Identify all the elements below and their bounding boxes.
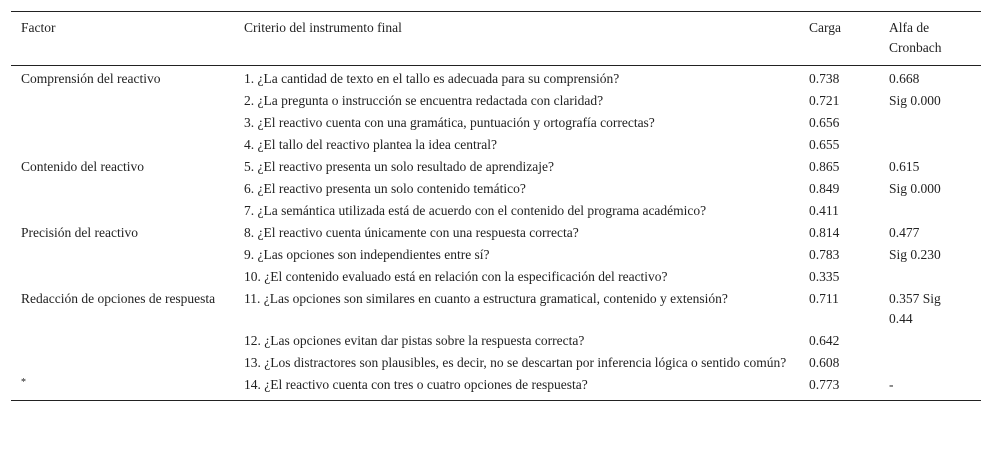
load-cell: 0.773 xyxy=(799,374,879,401)
load-cell: 0.849 xyxy=(809,181,840,196)
table-row xyxy=(11,90,981,112)
criterion-cell: 5. ¿El reactivo presenta un solo resultado de aprendizaje? xyxy=(244,159,554,174)
alpha-cell xyxy=(879,134,981,156)
table-row xyxy=(11,178,981,200)
criterion-cell: 12. ¿Las opciones evitan dar pistas sobre la respuesta correcta? xyxy=(244,333,585,348)
load-cell: 0.655 xyxy=(809,137,840,152)
factor-cell xyxy=(11,134,234,156)
factor-cell: Redacción de opciones de respuesta xyxy=(21,291,216,306)
alpha-cell xyxy=(879,112,981,134)
alpha-cell: 0.477 xyxy=(889,225,920,240)
load-cell: 0.656 xyxy=(809,115,840,130)
criterion-cell: 7. ¿La semántica utilizada está de acuerdo con el contenido del programa académico? xyxy=(244,203,707,218)
header-factor: Factor xyxy=(11,12,234,66)
load-cell: 0.783 xyxy=(809,247,840,262)
criterion-cell: 14. ¿El reactivo cuenta con tres o cuatro opciones de respuesta? xyxy=(234,374,799,401)
factor-cell xyxy=(11,200,234,222)
table-row xyxy=(11,66,981,91)
alpha-cell xyxy=(879,352,981,374)
table-row xyxy=(11,200,981,222)
factor-cell xyxy=(11,266,234,288)
load-cell: 0.721 xyxy=(809,93,840,108)
table-row xyxy=(11,330,981,352)
criterion-cell: 10. ¿El contenido evaluado está en relación con la especificación del reactivo? xyxy=(244,269,668,284)
factor-cell xyxy=(11,330,234,352)
load-cell: 0.814 xyxy=(809,225,840,240)
load-cell: 0.738 xyxy=(809,71,840,86)
factor-cell xyxy=(11,244,234,266)
table-row xyxy=(11,112,981,134)
criterion-cell: 3. ¿El reactivo cuenta con una gramática, puntuación y ortografía correctas? xyxy=(244,115,655,130)
factor-cell: Contenido del reactivo xyxy=(21,159,144,174)
results-table xyxy=(11,11,981,401)
table-row xyxy=(11,244,981,266)
criterion-cell: 9. ¿Las opciones son independientes entre sí? xyxy=(244,247,490,262)
criterion-cell: 13. ¿Los distractores son plausibles, es decir, no se descartan por inferencia lógica o sentido común? xyxy=(244,355,787,370)
table-row xyxy=(11,266,981,288)
factor-note-cell xyxy=(11,374,234,401)
load-cell: 0.711 xyxy=(809,291,839,306)
alpha-cell: - xyxy=(879,374,981,401)
alpha-cell: 0.357 Sig 0.44 xyxy=(889,291,941,326)
factor-cell: Precisión del reactivo xyxy=(21,225,138,240)
factor-cell: Comprensión del reactivo xyxy=(21,71,161,86)
criterion-cell: 11. ¿Las opciones son similares en cuanto a estructura gramatical, contenido y extensión? xyxy=(244,291,728,306)
alpha-cell: 0.668 xyxy=(889,71,920,86)
alpha-cell xyxy=(879,330,981,352)
header-load: Carga xyxy=(799,12,879,66)
table-row xyxy=(11,134,981,156)
table-row xyxy=(11,352,981,374)
alpha-cell: Sig 0.000 xyxy=(889,181,941,196)
table-row xyxy=(11,156,981,178)
alpha-cell xyxy=(879,266,981,288)
factor-cell xyxy=(11,90,234,112)
footnote-marker: * xyxy=(21,377,26,388)
criterion-cell: 8. ¿El reactivo cuenta únicamente con una respuesta correcta? xyxy=(244,225,579,240)
load-cell: 0.608 xyxy=(809,355,840,370)
alpha-cell: Sig 0.230 xyxy=(889,247,941,262)
factor-cell xyxy=(11,352,234,374)
criterion-cell: 6. ¿El reactivo presenta un solo contenido temático? xyxy=(244,181,526,196)
table-header-row xyxy=(11,12,981,66)
criterion-cell: 1. ¿La cantidad de texto en el tallo es adecuada para su comprensión? xyxy=(244,71,620,86)
table-row xyxy=(11,374,981,401)
table-row xyxy=(11,222,981,244)
criterion-cell: 4. ¿El tallo del reactivo plantea la idea central? xyxy=(244,137,497,152)
load-cell: 0.865 xyxy=(809,159,840,174)
table-row xyxy=(11,288,981,330)
factor-cell xyxy=(11,112,234,134)
header-alpha: Alfa de Cronbach xyxy=(879,12,981,66)
alpha-cell: Sig 0.000 xyxy=(889,93,941,108)
load-cell: 0.642 xyxy=(809,333,840,348)
alpha-cell: 0.615 xyxy=(889,159,920,174)
criterion-cell: 2. ¿La pregunta o instrucción se encuentra redactada con claridad? xyxy=(244,93,604,108)
load-cell: 0.411 xyxy=(809,203,839,218)
alpha-cell xyxy=(879,200,981,222)
header-criterion: Criterio del instrumento final xyxy=(234,12,799,66)
factor-cell xyxy=(11,178,234,200)
load-cell: 0.335 xyxy=(809,269,840,284)
